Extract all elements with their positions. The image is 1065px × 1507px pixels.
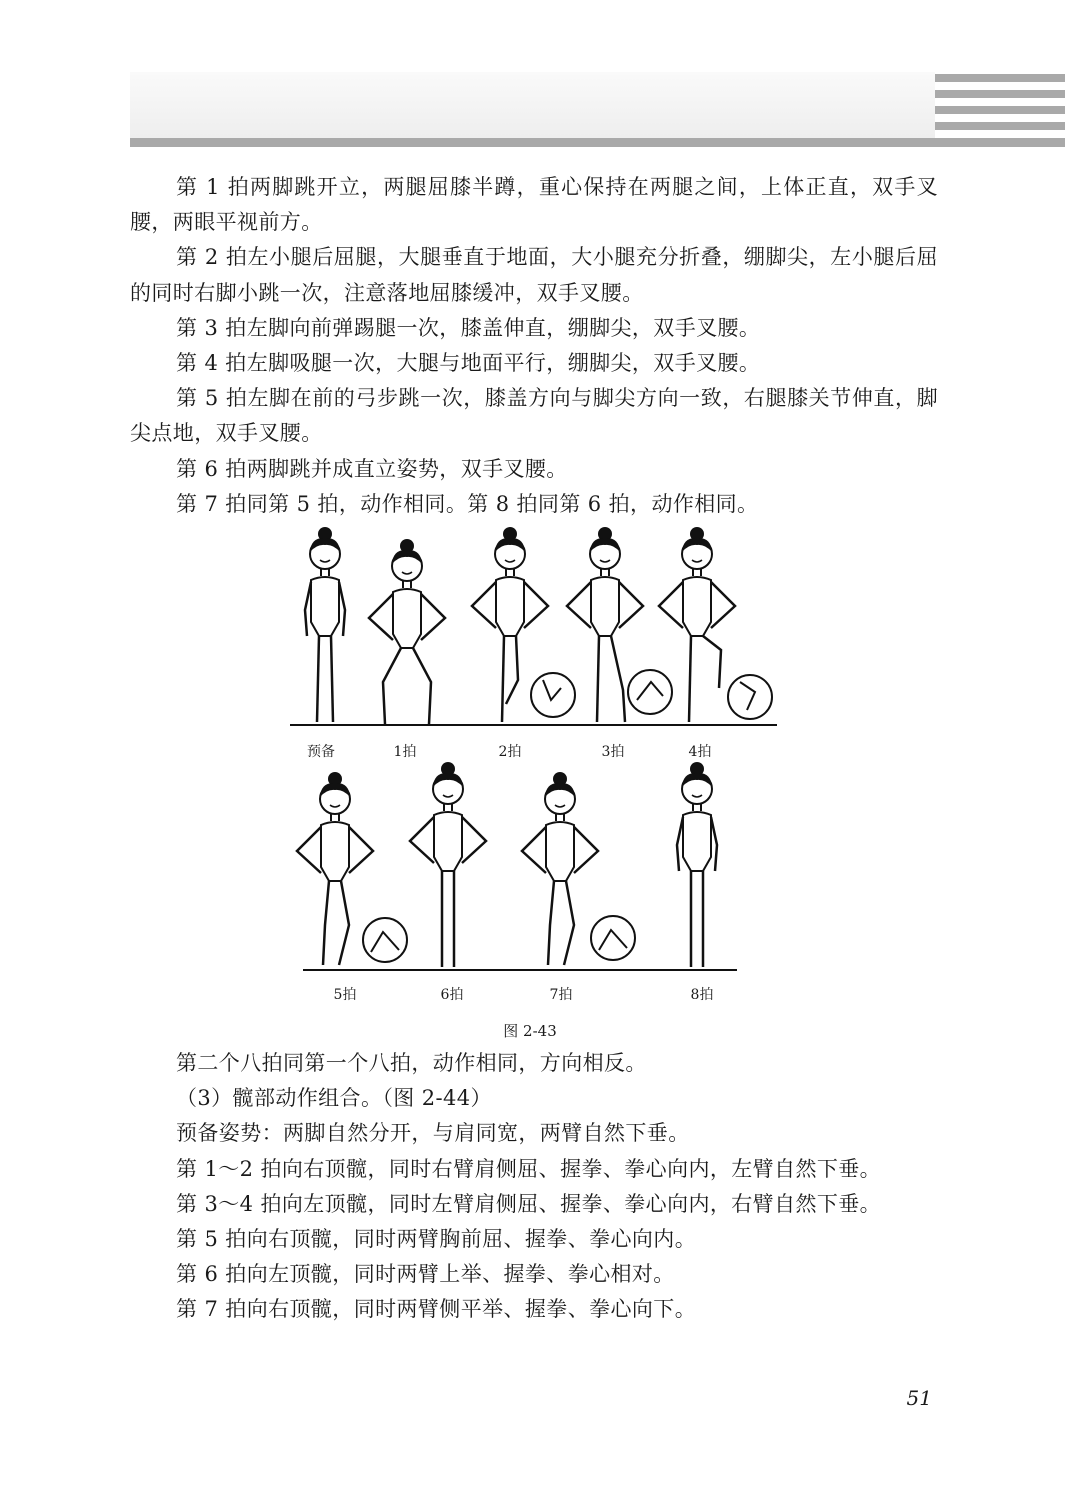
figure-label: 6拍 [440,987,464,1003]
page-number: 51 [906,1386,932,1410]
figure-label: 预备 [307,744,335,760]
figure-caption: 图 2-43 [503,1022,557,1040]
header-stripe [935,106,1065,114]
header-stripe [935,90,1065,98]
paragraph: （3）髋部动作组合。（图 2-44） [176,1086,492,1111]
figure-label: 2拍 [498,744,522,760]
figure-2-43 [285,520,785,1010]
figure-label: 5拍 [333,987,357,1003]
paragraph: 第 3～4 拍向左顶髋，同时左臂肩侧屈、握拳、拳心向内，右臂自然下垂。 [176,1191,882,1216]
body-text-top [130,170,938,522]
figure-label: 3拍 [601,744,625,760]
figure-illustration [285,520,785,1010]
header-stripe [935,74,1065,82]
figure-label: 4拍 [688,744,712,760]
paragraph: 第 6 拍向左顶髋，同时两臂上举、握拳、拳心相对。 [176,1262,675,1287]
paragraph: 第二个八拍同第一个八拍，动作相同，方向相反。 [176,1051,647,1075]
header-stripe [935,122,1065,130]
paragraph: 第 3 拍左脚向前弹踢腿一次，膝盖伸直，绷脚尖，双手叉腰。 [176,315,761,340]
figure-label: 1拍 [393,744,417,760]
header-rule [130,138,1065,147]
paragraph: 第 1 拍两脚跳开立，两腿屈膝半蹲，重心保持在两腿之间，上体正直，双手叉腰，两眼平视前方。 [130,175,938,235]
figure-label: 7拍 [549,987,573,1003]
paragraph: 第 7 拍同第 5 拍，动作相同。第 8 拍同第 6 拍，动作相同。 [176,491,759,516]
paragraph: 第 5 拍向右顶髋，同时两臂胸前屈、握拳、拳心向内。 [176,1227,697,1252]
figure-label: 8拍 [690,987,714,1003]
body-text-bottom [130,1046,938,1328]
paragraph: 第 5 拍左脚在前的弓步跳一次，膝盖方向与脚尖方向一致，右腿膝关节伸直，脚尖点地，双手叉腰。 [130,386,938,446]
paragraph: 第 4 拍左脚吸腿一次，大腿与地面平行，绷脚尖，双手叉腰。 [176,351,761,376]
paragraph: 第 7 拍向右顶髋，同时两臂侧平举、握拳、拳心向下。 [176,1297,697,1322]
paragraph: 第 1～2 拍向右顶髋，同时右臂肩侧屈、握拳、拳心向内，左臂自然下垂。 [176,1156,882,1181]
header-band [130,72,935,138]
paragraph: 预备姿势：两脚自然分开，与肩同宽，两臂自然下垂。 [176,1121,690,1146]
paragraph: 第 6 拍两脚跳并成直立姿势，双手叉腰。 [176,456,568,481]
paragraph: 第 2 拍左小腿后屈腿，大腿垂直于地面，大小腿充分折叠，绷脚尖，左小腿后屈的同时右脚小跳一次，注意落地屈膝缓冲，双手叉腰。 [130,245,938,305]
